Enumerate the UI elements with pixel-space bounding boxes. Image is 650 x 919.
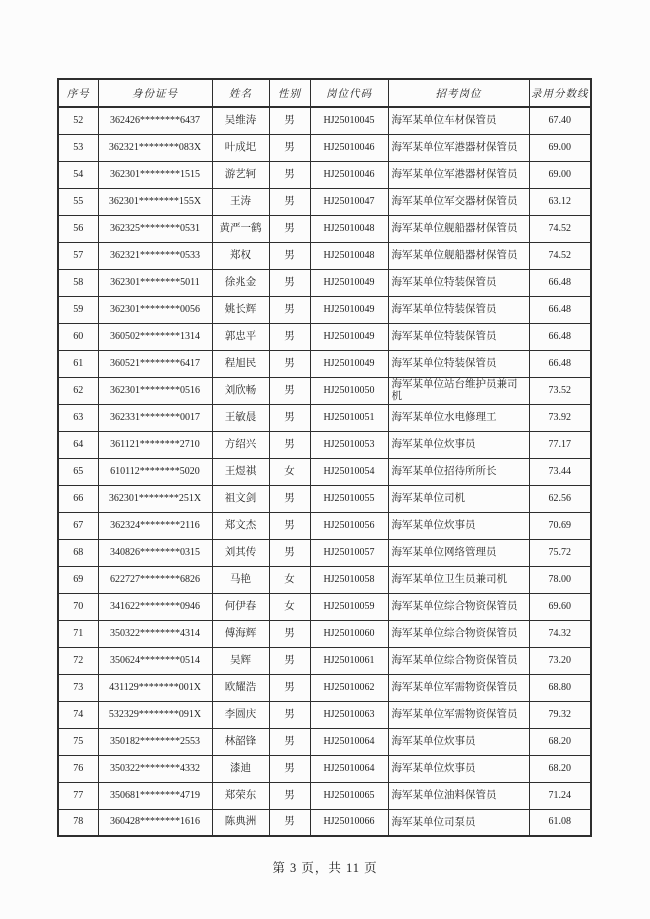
cell-id-number: 362301********251X bbox=[98, 485, 212, 512]
cell-gender: 男 bbox=[269, 107, 310, 134]
table-row bbox=[58, 188, 591, 215]
table-row bbox=[58, 512, 591, 539]
col-header-job-title: 招考岗位 bbox=[388, 79, 529, 107]
cell-score: 69.00 bbox=[529, 134, 591, 161]
cell-index: 58 bbox=[58, 269, 98, 296]
cell-name: 郑文杰 bbox=[212, 512, 269, 539]
cell-job-title: 海军某单位招待所所长 bbox=[388, 458, 529, 485]
cell-job-code: HJ25010049 bbox=[310, 350, 388, 377]
cell-index: 56 bbox=[58, 215, 98, 242]
cell-name: 王敏晨 bbox=[212, 404, 269, 431]
cell-job-code: HJ25010061 bbox=[310, 647, 388, 674]
cell-job-title: 海军某单位特装保管员 bbox=[388, 350, 529, 377]
cell-name: 马艳 bbox=[212, 566, 269, 593]
cell-score: 68.80 bbox=[529, 674, 591, 701]
cell-gender: 男 bbox=[269, 701, 310, 728]
cell-job-code: HJ25010051 bbox=[310, 404, 388, 431]
cell-index: 77 bbox=[58, 782, 98, 809]
cell-id-number: 362321********0533 bbox=[98, 242, 212, 269]
cell-score: 62.56 bbox=[529, 485, 591, 512]
cell-name: 傅海辉 bbox=[212, 620, 269, 647]
cell-index: 72 bbox=[58, 647, 98, 674]
cell-job-title: 海军某单位特装保管员 bbox=[388, 269, 529, 296]
table-row bbox=[58, 215, 591, 242]
cell-job-title: 海军某单位军需物资保管员 bbox=[388, 701, 529, 728]
table-row bbox=[58, 404, 591, 431]
cell-index: 55 bbox=[58, 188, 98, 215]
cell-job-code: HJ25010056 bbox=[310, 512, 388, 539]
cell-id-number: 362301********0056 bbox=[98, 296, 212, 323]
cell-index: 64 bbox=[58, 431, 98, 458]
cell-index: 54 bbox=[58, 161, 98, 188]
cell-job-code: HJ25010048 bbox=[310, 215, 388, 242]
cell-job-title: 海军某单位综合物资保管员 bbox=[388, 647, 529, 674]
table-row bbox=[58, 458, 591, 485]
col-header-job-code: 岗位代码 bbox=[310, 79, 388, 107]
table-row bbox=[58, 134, 591, 161]
cell-index: 52 bbox=[58, 107, 98, 134]
cell-score: 73.44 bbox=[529, 458, 591, 485]
cell-score: 68.20 bbox=[529, 755, 591, 782]
cell-id-number: 350322********4332 bbox=[98, 755, 212, 782]
cell-job-code: HJ25010049 bbox=[310, 296, 388, 323]
cell-job-code: HJ25010047 bbox=[310, 188, 388, 215]
cell-gender: 女 bbox=[269, 566, 310, 593]
cell-id-number: 362321********083X bbox=[98, 134, 212, 161]
cell-score: 74.52 bbox=[529, 215, 591, 242]
cell-index: 75 bbox=[58, 728, 98, 755]
table-row bbox=[58, 782, 591, 809]
cell-index: 76 bbox=[58, 755, 98, 782]
table-row bbox=[58, 593, 591, 620]
cell-job-title: 海军某单位炊事员 bbox=[388, 431, 529, 458]
table-row bbox=[58, 566, 591, 593]
cell-index: 63 bbox=[58, 404, 98, 431]
cell-name: 吴辉 bbox=[212, 647, 269, 674]
cell-gender: 男 bbox=[269, 647, 310, 674]
cell-id-number: 362301********5011 bbox=[98, 269, 212, 296]
cell-id-number: 360521********6417 bbox=[98, 350, 212, 377]
cell-gender: 男 bbox=[269, 404, 310, 431]
cell-job-title: 海军某单位炊事员 bbox=[388, 755, 529, 782]
cell-job-title: 海军某单位特装保管员 bbox=[388, 296, 529, 323]
page-footer: 第 3 页，共 11 页 bbox=[272, 861, 378, 875]
cell-gender: 男 bbox=[269, 188, 310, 215]
cell-index: 69 bbox=[58, 566, 98, 593]
cell-job-title: 海军某单位卫生员兼司机 bbox=[388, 566, 529, 593]
cell-job-title: 海军某单位综合物资保管员 bbox=[388, 593, 529, 620]
cell-score: 69.60 bbox=[529, 593, 591, 620]
cell-gender: 男 bbox=[269, 620, 310, 647]
cell-score: 78.00 bbox=[529, 566, 591, 593]
cell-job-code: HJ25010049 bbox=[310, 269, 388, 296]
cell-score: 74.32 bbox=[529, 620, 591, 647]
cell-id-number: 341622********0946 bbox=[98, 593, 212, 620]
table-row bbox=[58, 620, 591, 647]
cell-job-title: 海军某单位炊事员 bbox=[388, 728, 529, 755]
table-row bbox=[58, 161, 591, 188]
cell-gender: 女 bbox=[269, 593, 310, 620]
cell-id-number: 532329********091X bbox=[98, 701, 212, 728]
cell-gender: 男 bbox=[269, 809, 310, 836]
cell-job-title: 海军某单位综合物资保管员 bbox=[388, 620, 529, 647]
cell-index: 57 bbox=[58, 242, 98, 269]
cell-name: 林韶锋 bbox=[212, 728, 269, 755]
cell-job-code: HJ25010063 bbox=[310, 701, 388, 728]
cell-id-number: 350182********2553 bbox=[98, 728, 212, 755]
cell-job-code: HJ25010060 bbox=[310, 620, 388, 647]
cell-job-title: 海军某单位特装保管员 bbox=[388, 323, 529, 350]
cell-name: 吴维涛 bbox=[212, 107, 269, 134]
cell-gender: 男 bbox=[269, 323, 310, 350]
cell-job-title: 海军某单位舰船器材保管员 bbox=[388, 215, 529, 242]
table-row bbox=[58, 485, 591, 512]
cell-name: 郑荣东 bbox=[212, 782, 269, 809]
cell-job-code: HJ25010064 bbox=[310, 728, 388, 755]
cell-score: 71.24 bbox=[529, 782, 591, 809]
cell-index: 78 bbox=[58, 809, 98, 836]
cell-gender: 男 bbox=[269, 215, 310, 242]
cell-index: 62 bbox=[58, 377, 98, 404]
cell-score: 73.52 bbox=[529, 377, 591, 404]
cell-score: 66.48 bbox=[529, 323, 591, 350]
cell-score: 74.52 bbox=[529, 242, 591, 269]
table-row bbox=[58, 350, 591, 377]
cell-name: 叶成圯 bbox=[212, 134, 269, 161]
cell-index: 61 bbox=[58, 350, 98, 377]
cell-score: 77.17 bbox=[529, 431, 591, 458]
cell-gender: 男 bbox=[269, 485, 310, 512]
table-row bbox=[58, 809, 591, 836]
cell-id-number: 362324********2116 bbox=[98, 512, 212, 539]
cell-id-number: 610112********5020 bbox=[98, 458, 212, 485]
cell-id-number: 362301********155X bbox=[98, 188, 212, 215]
cell-id-number: 350681********4719 bbox=[98, 782, 212, 809]
cell-name: 祖文剑 bbox=[212, 485, 269, 512]
cell-id-number: 340826********0315 bbox=[98, 539, 212, 566]
cell-gender: 男 bbox=[269, 674, 310, 701]
table-row bbox=[58, 377, 591, 404]
col-header-gender: 性别 bbox=[269, 79, 310, 107]
cell-name: 刘其传 bbox=[212, 539, 269, 566]
cell-name: 姚长辉 bbox=[212, 296, 269, 323]
table-row bbox=[58, 323, 591, 350]
table-row bbox=[58, 701, 591, 728]
cell-name: 徐兆金 bbox=[212, 269, 269, 296]
table-row bbox=[58, 674, 591, 701]
cell-gender: 男 bbox=[269, 539, 310, 566]
cell-job-code: HJ25010058 bbox=[310, 566, 388, 593]
cell-score: 61.08 bbox=[529, 809, 591, 836]
cell-name: 欧耀浩 bbox=[212, 674, 269, 701]
cell-job-code: HJ25010062 bbox=[310, 674, 388, 701]
cell-id-number: 362426********6437 bbox=[98, 107, 212, 134]
cell-job-code: HJ25010059 bbox=[310, 593, 388, 620]
cell-job-title: 海军某单位站台维护员兼司机 bbox=[388, 377, 529, 404]
cell-job-title: 海军某单位军港器材保管员 bbox=[388, 161, 529, 188]
table-row bbox=[58, 107, 591, 134]
cell-name: 郑权 bbox=[212, 242, 269, 269]
cell-job-title: 海军某单位军港器材保管员 bbox=[388, 134, 529, 161]
cell-score: 66.48 bbox=[529, 350, 591, 377]
cell-score: 66.48 bbox=[529, 269, 591, 296]
table-row bbox=[58, 296, 591, 323]
cell-job-title: 海军某单位军需物资保管员 bbox=[388, 674, 529, 701]
cell-gender: 男 bbox=[269, 269, 310, 296]
cell-index: 60 bbox=[58, 323, 98, 350]
cell-gender: 女 bbox=[269, 458, 310, 485]
table-row bbox=[58, 242, 591, 269]
cell-name: 刘欣畅 bbox=[212, 377, 269, 404]
cell-job-code: HJ25010053 bbox=[310, 431, 388, 458]
recruitment-score-table bbox=[57, 78, 592, 837]
cell-job-code: HJ25010064 bbox=[310, 755, 388, 782]
cell-score: 63.12 bbox=[529, 188, 591, 215]
cell-name: 王煜祺 bbox=[212, 458, 269, 485]
cell-id-number: 622727********6826 bbox=[98, 566, 212, 593]
cell-index: 59 bbox=[58, 296, 98, 323]
cell-job-title: 海军某单位舰船器材保管员 bbox=[388, 242, 529, 269]
cell-job-title: 海军某单位油料保管员 bbox=[388, 782, 529, 809]
cell-job-title: 海军某单位水电修理工 bbox=[388, 404, 529, 431]
cell-id-number: 361121********2710 bbox=[98, 431, 212, 458]
cell-score: 67.40 bbox=[529, 107, 591, 134]
cell-index: 70 bbox=[58, 593, 98, 620]
cell-job-code: HJ25010057 bbox=[310, 539, 388, 566]
col-header-score-line: 录用分数线 bbox=[529, 79, 591, 107]
cell-id-number: 362331********0017 bbox=[98, 404, 212, 431]
cell-id-number: 362301********1515 bbox=[98, 161, 212, 188]
cell-gender: 男 bbox=[269, 431, 310, 458]
table-row bbox=[58, 539, 591, 566]
cell-gender: 男 bbox=[269, 782, 310, 809]
cell-job-code: HJ25010054 bbox=[310, 458, 388, 485]
cell-gender: 男 bbox=[269, 242, 310, 269]
cell-score: 68.20 bbox=[529, 728, 591, 755]
cell-id-number: 350322********4314 bbox=[98, 620, 212, 647]
cell-id-number: 431129********001X bbox=[98, 674, 212, 701]
cell-gender: 男 bbox=[269, 161, 310, 188]
col-header-id-number: 身份证号 bbox=[98, 79, 212, 107]
table-row bbox=[58, 728, 591, 755]
cell-gender: 男 bbox=[269, 728, 310, 755]
cell-name: 郭忠平 bbox=[212, 323, 269, 350]
cell-id-number: 360428********1616 bbox=[98, 809, 212, 836]
cell-job-title: 海军某单位司机 bbox=[388, 485, 529, 512]
cell-score: 79.32 bbox=[529, 701, 591, 728]
cell-index: 71 bbox=[58, 620, 98, 647]
cell-job-code: HJ25010049 bbox=[310, 323, 388, 350]
cell-gender: 男 bbox=[269, 296, 310, 323]
cell-index: 67 bbox=[58, 512, 98, 539]
cell-job-title: 海军某单位司泵员 bbox=[388, 809, 529, 836]
cell-score: 66.48 bbox=[529, 296, 591, 323]
cell-index: 74 bbox=[58, 701, 98, 728]
cell-job-code: HJ25010046 bbox=[310, 134, 388, 161]
cell-gender: 男 bbox=[269, 512, 310, 539]
cell-name: 何伊春 bbox=[212, 593, 269, 620]
cell-name: 黄严一鹤 bbox=[212, 215, 269, 242]
cell-id-number: 362301********0516 bbox=[98, 377, 212, 404]
cell-job-code: HJ25010055 bbox=[310, 485, 388, 512]
cell-score: 73.92 bbox=[529, 404, 591, 431]
cell-job-title: 海军某单位网络管理员 bbox=[388, 539, 529, 566]
cell-score: 70.69 bbox=[529, 512, 591, 539]
cell-index: 53 bbox=[58, 134, 98, 161]
col-header-name: 姓名 bbox=[212, 79, 269, 107]
cell-score: 73.20 bbox=[529, 647, 591, 674]
cell-job-title: 海军某单位炊事员 bbox=[388, 512, 529, 539]
table-row bbox=[58, 431, 591, 458]
cell-id-number: 360502********1314 bbox=[98, 323, 212, 350]
cell-gender: 男 bbox=[269, 755, 310, 782]
cell-gender: 男 bbox=[269, 134, 310, 161]
cell-gender: 男 bbox=[269, 350, 310, 377]
table-header-row bbox=[58, 79, 591, 107]
cell-job-code: HJ25010048 bbox=[310, 242, 388, 269]
cell-index: 73 bbox=[58, 674, 98, 701]
cell-id-number: 350624********0514 bbox=[98, 647, 212, 674]
cell-index: 68 bbox=[58, 539, 98, 566]
table-row bbox=[58, 755, 591, 782]
cell-name: 陈典洲 bbox=[212, 809, 269, 836]
cell-job-code: HJ25010065 bbox=[310, 782, 388, 809]
table-row bbox=[58, 647, 591, 674]
cell-id-number: 362325********0531 bbox=[98, 215, 212, 242]
cell-job-title: 海军某单位军交器材保管员 bbox=[388, 188, 529, 215]
cell-name: 方绍兴 bbox=[212, 431, 269, 458]
cell-name: 王涛 bbox=[212, 188, 269, 215]
cell-name: 游艺轲 bbox=[212, 161, 269, 188]
cell-job-title: 海军某单位车材保管员 bbox=[388, 107, 529, 134]
cell-gender: 男 bbox=[269, 377, 310, 404]
cell-index: 66 bbox=[58, 485, 98, 512]
cell-job-code: HJ25010066 bbox=[310, 809, 388, 836]
col-header-index: 序号 bbox=[58, 79, 98, 107]
cell-job-code: HJ25010046 bbox=[310, 161, 388, 188]
cell-score: 69.00 bbox=[529, 161, 591, 188]
table-row bbox=[58, 269, 591, 296]
cell-job-code: HJ25010050 bbox=[310, 377, 388, 404]
cell-name: 漆迪 bbox=[212, 755, 269, 782]
cell-index: 65 bbox=[58, 458, 98, 485]
cell-job-code: HJ25010045 bbox=[310, 107, 388, 134]
cell-score: 75.72 bbox=[529, 539, 591, 566]
cell-name: 程旭民 bbox=[212, 350, 269, 377]
cell-name: 李圆庆 bbox=[212, 701, 269, 728]
